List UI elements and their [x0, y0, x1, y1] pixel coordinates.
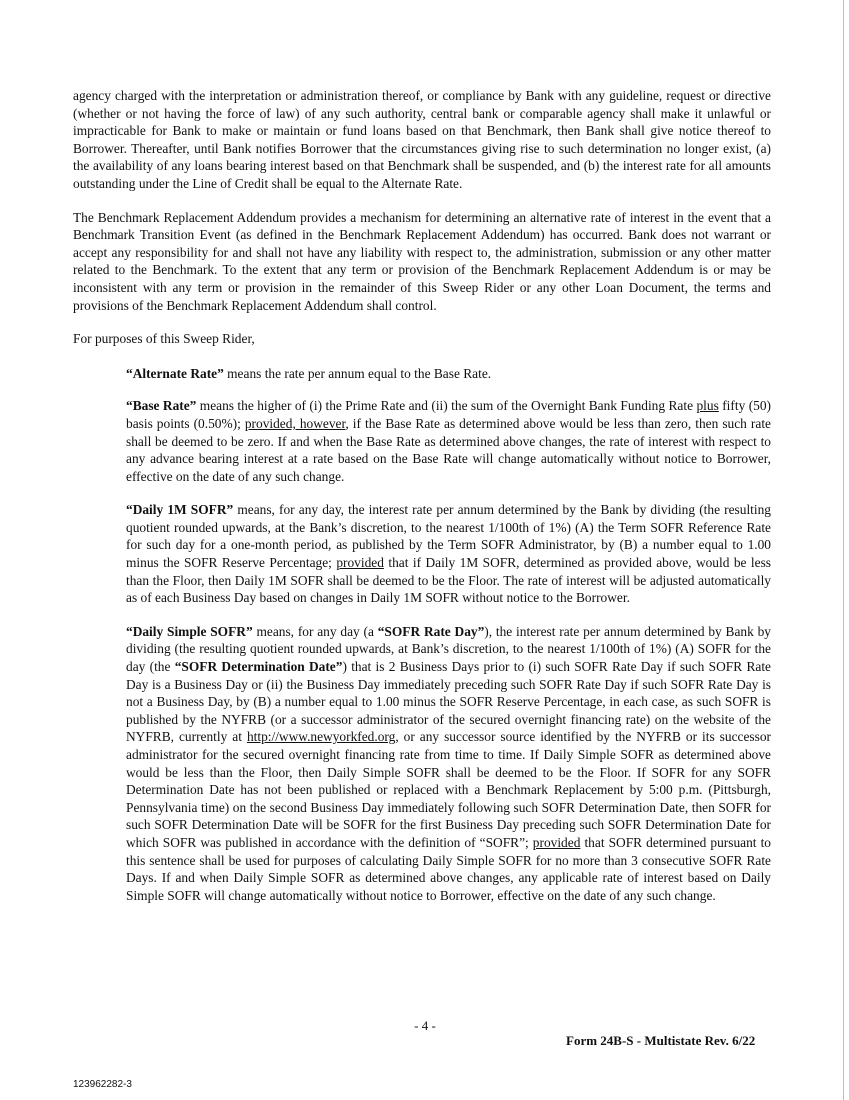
definitions-intro: For purposes of this Sweep Rider,: [73, 331, 255, 347]
form-identifier: Form 24B-S - Multistate Rev. 6/22: [566, 1033, 756, 1048]
definition-text: means the rate per annum equal to the Base Rate.: [223, 365, 492, 381]
definition-text: fifty (50) basis points (0.50%);: [126, 398, 772, 431]
paragraph-benchmark-unlawful: agency charged with the interpretation or administration thereof, or compliance by Bank with any guideline, request or directive (whether or not having the force of law) of any such authority, central bank or comparable agency shall make it unlawful or impracticable for Bank to make or maintain or fund loans based on that Benchmark, then Bank shall give notice thereof to Borrower. Thereafter, until Bank notifies Borrower that the circumstances giving rise to such determination no longer exist, (a) the availability of any loans bearing interest based on that Benchmark shall be suspended, and (b) the interest rate for all amounts outstanding under the Line of Credit shall be equal to the Alternate Rate.: [73, 88, 771, 191]
nyfed-website-link[interactable]: http://www.newyorkfed.org: [246, 729, 396, 745]
definition-base-rate: [126, 397, 771, 485]
page-number: - 4 -: [414, 1018, 436, 1033]
underlined-plus: plus: [696, 398, 719, 414]
paragraph-benchmark-replacement: The Benchmark Replacement Addendum provides a mechanism for determining an alternative rate of interest in the event that a Benchmark Transition Event (as defined in the Benchmark Replacement Addendum) has occurred. Bank does not warrant or accept any responsibility for and shall not have any liability with respect to, the administration, submission or any other matter related to the Benchmark. To the extent that any term or provision of the Benchmark Replacement Addendum is or may be inconsistent with any term or provision in the remainder of this Sweep Rider or any other Loan Document, the terms and provisions of the Benchmark Replacement Addendum shall control.: [73, 209, 771, 313]
definition-text: that SOFR determined pursuant to this sentence shall be used for purposes of calculating Daily Simple SOFR for no more than 3 consecutive SOFR Rate Days. If and when Daily Simple SOFR as determined above changes, any applicable rate of interest based on Daily Simple SOFR will change automatically without notice to Borrower, effective on the date of any such change.: [126, 834, 771, 903]
term-sofr-rate-day: “SOFR Rate Day”: [377, 623, 485, 639]
document-body: [73, 87, 771, 920]
definition-text: means, for any day (a: [252, 623, 378, 639]
definition-daily-1m-sofr: [126, 501, 771, 607]
definition-text: , or any successor source identified by the NYFRB or its successor administrator for the secured overnight financing rate from time to time. If Daily Simple SOFR as determined above would be less than the Floor, then Daily Simple SOFR shall be deemed to be the Floor. If SOFR for any SOFR Determination Date has not been published or replaced with a Benchmark Replacement by 5:00 p.m. (Pittsburgh, Pennsylvania time) on the second Business Day immediately following such SOFR Determination Date, then SOFR for such SOFR Determination Date will be SOFR for the first Business Day preceding such SOFR Determination Date for which SOFR was published in accordance with the definition of “SOFR”;: [126, 729, 771, 850]
definition-text: ) that is 2 Business Days prior to (i) such SOFR Rate Day if such SOFR Rate Day is a Business Day or (ii) the Business Day immediately preceding such SOFR Rate Day if such SOFR Rate Day is not a Business Day, by (B) a number equal to 1.00 minus the SOFR Reserve Percentage, in each case, as such SOFR is published by the NYFRB (or a successor administrator of the secured overnight financing rate) on the website of the NYFRB, currently at: [126, 659, 771, 745]
definition-alternate-rate: [126, 365, 771, 383]
underlined-provided: provided: [336, 555, 384, 571]
definition-text: , if the Base Rate as determined above would be less than zero, then such rate shall be deemed to be zero. If and when the Base Rate as determined above changes, the rate of interest with respect to any advance bearing interest at a rate based on the Base Rate will change automatically without notice to Borrower, effective on the date of any such change.: [126, 415, 771, 484]
page-edge-line: [843, 0, 844, 1100]
term-base-rate: “Base Rate”: [126, 398, 197, 414]
definition-text: that if Daily 1M SOFR, determined as provided above, would be less than the Floor, then Daily 1M SOFR shall be deemed to be the Floor. The rate of interest will be adjusted automatically as of each Business Day based on changes in Daily 1M SOFR without notice to the Borrower.: [126, 555, 771, 606]
term-alternate-rate: “Alternate Rate”: [126, 365, 224, 381]
definition-text: means, for any day, the interest rate per annum determined by the Bank by dividing (the resulting quotient rounded upwards, at the Bank’s discretion, to the nearest 1/100th of 1%) (A) the Term SOFR Reference Rate for such day for a one-month period, as published by the Term SOFR Administrator, by (B) a number equal to 1.00 minus the SOFR Reserve Percentage;: [126, 502, 772, 571]
term-daily-1m-sofr: “Daily 1M SOFR”: [126, 502, 234, 518]
underlined-provided: provided: [532, 834, 581, 850]
underlined-provided-however: provided, however: [244, 415, 346, 431]
definition-text: ), the interest rate per annum determined by Bank by dividing (the resulting quotient rounded upwards, at Bank’s discretion, to the nearest 1/100th of 1%) (A) SOFR for the day (the: [126, 623, 771, 675]
definition-daily-simple-sofr: [126, 623, 771, 905]
term-sofr-determination-date: “SOFR Determination Date”: [174, 659, 343, 675]
term-daily-simple-sofr: “Daily Simple SOFR”: [126, 623, 253, 639]
document-number: 123962282-3: [73, 1079, 132, 1090]
definition-text: means the higher of (i) the Prime Rate and (ii) the sum of the Overnight Bank Funding Rate: [196, 398, 697, 414]
